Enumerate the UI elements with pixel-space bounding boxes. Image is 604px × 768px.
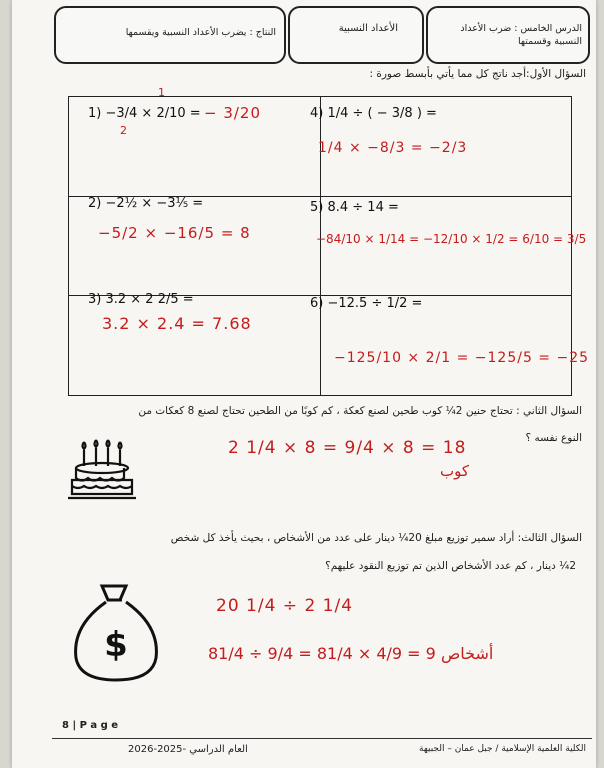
question-3-work-2: 81/4 ÷ 9/4 = 81/4 × 4/9 = 9 أشخاص [208,644,494,663]
work-1-cancel-top: 1 [158,86,166,99]
outcomes-box [54,6,286,64]
cake-icon [66,428,146,508]
problem-cell-3 [69,296,321,396]
lesson-text: الدرس الخامس : ضرب الأعداد النسبية وقسمتها [460,23,582,47]
work-1-cancel-bottom: 2 [120,124,128,137]
page-number: 8 | P a g e [62,720,119,731]
worksheet-page [12,0,596,768]
svg-text:$: $ [104,625,128,665]
question-3-text-line2: 2¼ دينار ، كم عدد الأشخاص الذين تم توزيع النقود عليهم؟ [325,560,576,572]
school-name: الكلية العلمية الإسلامية / جبل عمان – الجبيهة [419,744,586,754]
question-2-work: 2 1/4 × 8 = 9/4 × 8 = 18 [228,438,467,458]
work-6: −125/10 × 2/1 = −125/5 = −25 [334,350,590,366]
problem-1-label: 1) −3/4 × 2/10 = [88,106,201,121]
question-3-text: السؤال الثالث: أراد سمير توزيع مبلغ 20¼ دينار على عدد من الأشخاص ، بحيث يأخذ كل شخص [170,532,582,544]
work-2: −5/2 × −16/5 = 8 [98,224,251,242]
outcomes-text: النتاج : يضرب الأعداد النسبية ويقسمها [125,27,276,38]
problem-6-label: 6) −12.5 ÷ 1/2 = [310,296,423,311]
problem-3-label: 3) 3.2 × 2 2/5 = [88,292,194,307]
problem-5-label: 5) 8.4 ÷ 14 = [310,200,399,215]
problem-cell-2 [69,196,321,296]
problem-2-label: 2) −2½ × −3⅕ = [88,196,204,211]
problem-4-label: 4) 1/4 ÷ ( − 3/8 ) = [310,106,437,121]
work-5: −84/10 × 1/14 = −12/10 × 1/2 = 6/10 = 3/5 [316,232,587,246]
footer-rule [52,738,592,739]
question-2-text-line2: النوع نفسه ؟ [525,432,582,444]
work-4: 1/4 × −8/3 = −2/3 [318,140,468,156]
work-1: − 3/20 [204,104,262,122]
question-2-text: السؤال الثاني : تحتاج حنين 2¼ كوب طحين لصنع كعكة ، كم كوبًا من الطحين تحتاج لصنع 8 كعكات من [138,405,582,417]
unit-box [288,6,424,64]
school-year: العام الدراسي -2025-2026 [128,744,248,755]
question-3-work-1: 20 1/4 ÷ 2 1/4 [216,596,354,616]
question-2-unit: كوب [440,462,470,480]
money-bag-icon [66,580,166,684]
lesson-box [426,6,590,64]
work-3: 3.2 × 2.4 = 7.68 [102,314,252,333]
unit-text: الأعداد النسبية [338,23,398,34]
question-1-title: السؤال الأول:أجد ناتج كل مما يأتي بأبسط صورة : [369,68,586,80]
